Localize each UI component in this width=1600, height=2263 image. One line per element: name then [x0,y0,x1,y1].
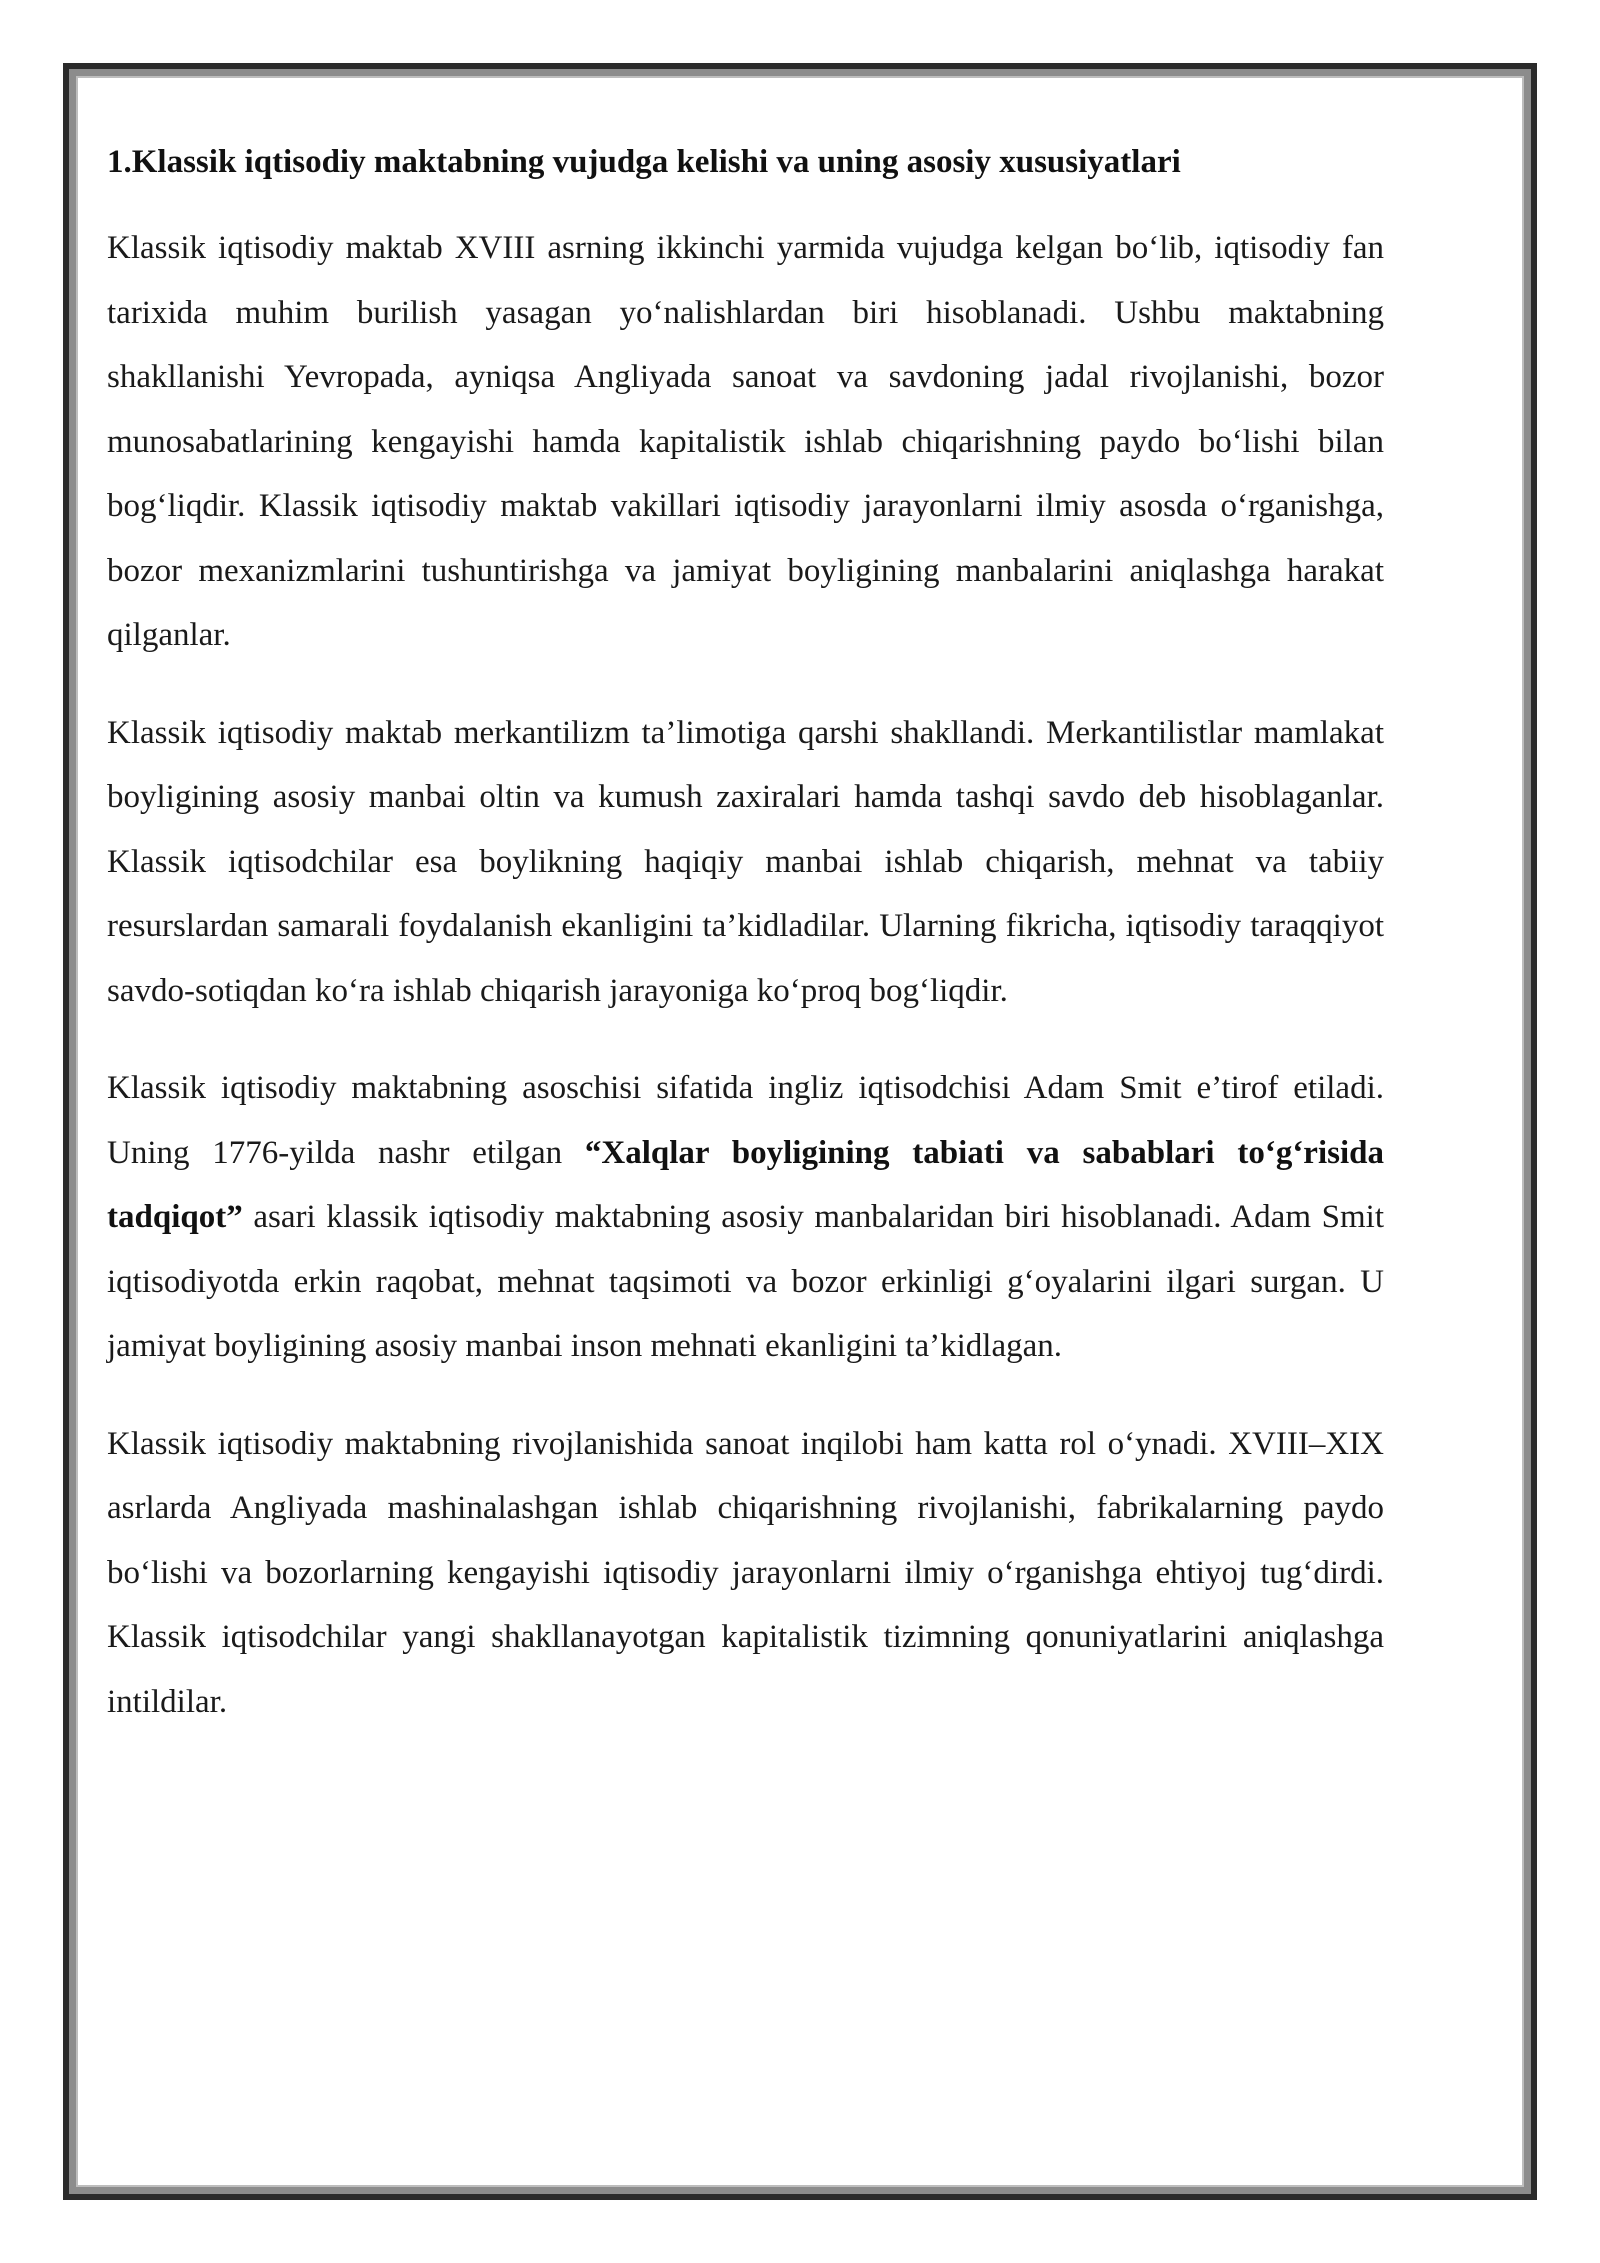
paragraph-3 [107,1056,1384,1379]
paragraph-1: Klassik iqtisodiy maktab XVIII asrning ikkinchi yarmida vujudga kelgan bo‘lib, iqtisodiy fan tarixida muhim burilish yasagan yo‘nalishlardan biri hisoblanadi. Ushbu maktabning shakllanishi Yevropada, ayniqsa Angliyada sanoat va savdoning jadal rivojlanishi, bozor munosabatlarining kengayishi hamda kapitalistik ishlab chiqarishning paydo bo‘lishi bilan bog‘liqdir. Klassik iqtisodiy maktab vakillari iqtisodiy jarayonlarni ilmiy asosda o‘rganishga, bozor mexanizmlarini tushuntirishga va jamiyat boyligining manbalarini aniqlashga harakat qilganlar. [107,230,1384,653]
paragraph-3-text-end: asari klassik iqtisodiy maktabning asosiy manbalaridan biri hisoblanadi. Adam Smit iqtisodiyotda erkin raqobat, mehnat taqsimoti va bozor erkinligi g‘oyalarini ilgari surgan. U jamiyat boyligining asosiy manbai inson mehnati ekanligini ta’kidlagan. [107,1199,1384,1364]
paragraph-3-text-start: Klassik iqtisodiy maktabning asoschisi sifatida ingliz iqtisodchisi Adam Smit e’tirof etiladi. Uning 1776-yilda nashr etilgan [107,1070,1384,1171]
document-body [107,140,1384,1767]
paragraph-2: Klassik iqtisodiy maktab merkantilizm ta’limotiga qarshi shakllandi. Merkantilistlar mamlakat boyligining asosiy manbai oltin va kumush zaxiralari hamda tashqi savdo deb hisoblaganlar. Klassik iqtisodchilar esa boylikning haqiqiy manbai ishlab chiqarish, mehnat va tabiiy resurslardan samarali foydalanish ekanligini ta’kidladilar. Ularning fikricha, iqtisodiy taraqqiyot savdo-sotiqdan ko‘ra ishlab chiqarish jarayoniga ko‘proq bog‘liqdir. [107,714,1384,1009]
section-heading: 1.Klassik iqtisodiy maktabning vujudga kelishi va uning asosiy xususiyatlari [107,144,1181,180]
book-title-bold: “Xalqlar boyligining tabiati va sabablari to‘g‘risida tadqiqot” [107,1134,1384,1235]
paragraph-4: Klassik iqtisodiy maktabning rivojlanishida sanoat inqilobi ham katta rol o‘ynadi. XVIII–XIX asrlarda Angliyada mashinalashgan ishlab chiqarishning rivojlanishi, fabrikalarning paydo bo‘lishi va bozorlarning kengayishi iqtisodiy jarayonlarni ilmiy o‘rganishga ehtiyoj tug‘dirdi. Klassik iqtisodchilar yangi shakllanayotgan kapitalistik tizimning qonuniyatlarini aniqlashga intildilar. [107,1425,1384,1720]
